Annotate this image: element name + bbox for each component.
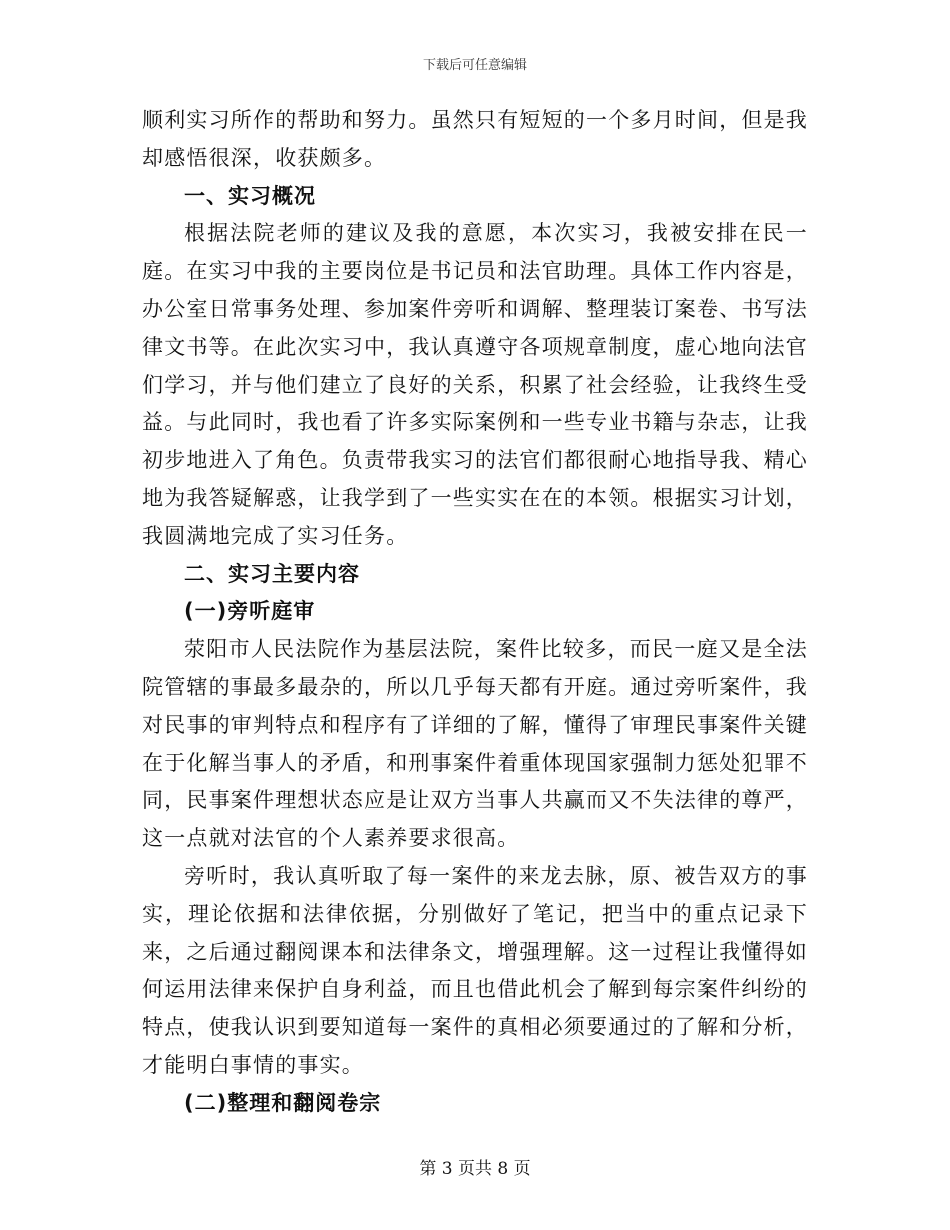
subsection-heading-case-files: (二)整理和翻阅卷宗 (184, 1090, 382, 1115)
document-body (142, 102, 808, 1123)
paragraph-hearing-notes: 旁听时，我认真听取了每一案件的来龙去脉，原、被告双方的事实，理论依据和法律依据，分别做好了笔记，把当中的重点记录下来，之后通过翻阅课本和法律条文，增强理解。这一过程让我懂得如何运用法律来保护自身利益，而且也借此机会了解到每宗案件纠纷的特点，使我认识到要知道每一案件的真相必须要通过的了解和分析，才能明白事情的事实。 (142, 863, 808, 1077)
paragraph-overview: 根据法院老师的建议及我的意愿，本次实习，我被安排在民一庭。在实习中我的主要岗位是书记员和法官助理。具体工作内容是，办公室日常事务处理、参加案件旁听和调解、整理装订案卷、书写法律文书等。在此次实习中，我认真遵守各项规章制度，虚心地向法官们学习，并与他们建立了良好的关系，积累了社会经验，让我终生受益。与此同时，我也看了许多实际案例和一些专业书籍与杂志，让我初步地进入了角色。负责带我实习的法官们都很耐心地指导我、精心地为我答疑解惑，让我学到了一些实实在在的本领。根据实习计划，我圆满地完成了实习任务。 (142, 221, 808, 548)
paragraph-court-hearing: 荥阳市人民法院作为基层法院，案件比较多，而民一庭又是全法院管辖的事最多最杂的，所以几乎每天都有开庭。通过旁听案件，我对民事的审判特点和程序有了详细的了解，懂得了审理民事案件关键在于化解当事人的矛盾，和刑事案件着重体现国家强制力惩处犯罪不同，民事案件理想状态应是让双方当事人共赢而又不失法律的尊严，这一点就对法官的个人素养要求很高。 (142, 637, 808, 851)
subsection-heading-court-hearing: (一)旁听庭审 (184, 599, 316, 624)
header-note: 下载后可任意编辑 (422, 58, 527, 73)
continuation-paragraph: 顺利实习所作的帮助和努力。虽然只有短短的一个多月时间，但是我却感悟很深，收获颇多。 (142, 108, 808, 170)
section-heading-overview: 一、实习概况 (184, 183, 316, 208)
page-number: 第 3 页共 8 页 (419, 1159, 531, 1179)
section-heading-main-content: 二、实习主要内容 (184, 561, 360, 586)
